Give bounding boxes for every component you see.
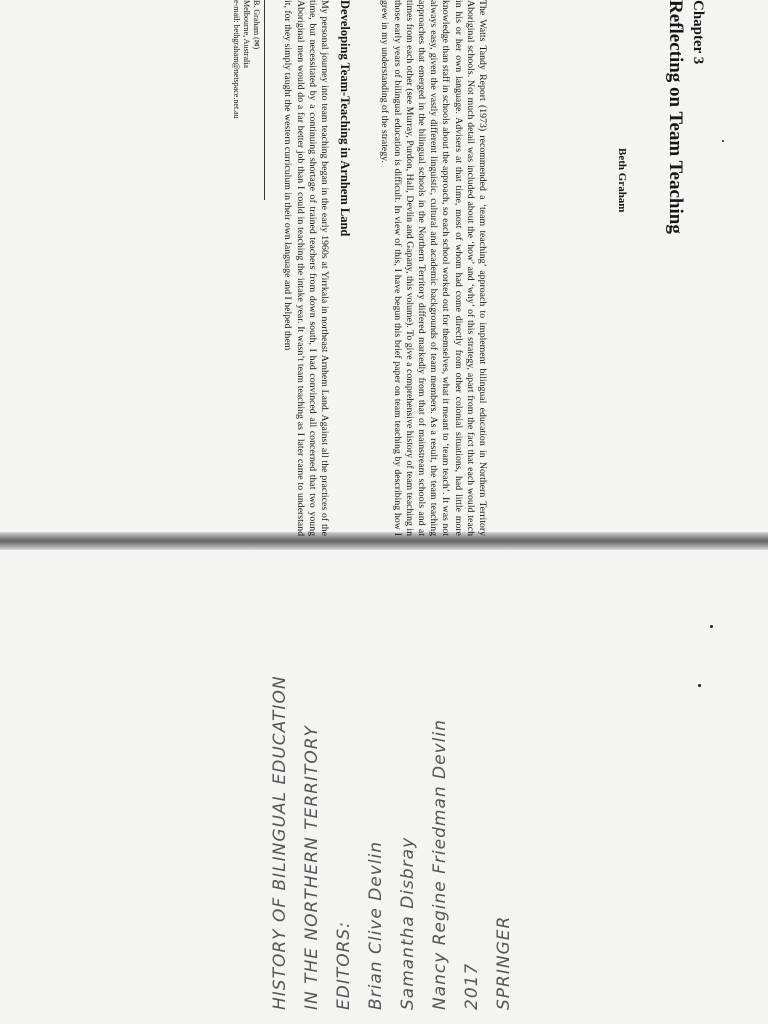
section-paragraph: My personal journey into team teaching began in the early 1960s at Yirrkala in northeast Arnhem Land. Against all the practices of the time, but necessitated by a continuing shortage of trained teachers from down south, I had convinced all concerned that two young Aboriginal men would do a far better job than I could in teaching the intake year. It wasn’t team teaching as I later came to understand it, for they simply taught the western curriculum in their own language and I helped them <box>282 0 330 536</box>
footnote <box>231 0 261 300</box>
hand-line-editor-3: Nancy Regine Friedman Devlin <box>430 719 450 1010</box>
scan-speck <box>710 625 713 628</box>
chapter-title: Reflecting on Team Teaching <box>665 0 686 234</box>
handwritten-notes <box>270 550 530 1010</box>
printed-page-rotated <box>28 0 768 536</box>
section-heading: Developing Team-Teaching in Arnhem Land <box>338 0 352 237</box>
footnote-author: B. Graham (✉) <box>252 0 261 50</box>
footnote-email: e-mail: bethgraham@netspace.net.au <box>232 0 241 119</box>
scan-speck <box>698 684 701 687</box>
footnote-location: Melbourne, Australia <box>242 0 251 68</box>
hand-line-editor-1: Brian Clive Devlin <box>366 840 386 1010</box>
hand-line-title-1: HISTORY OF BILINGUAL EDUCATION <box>270 675 290 1010</box>
hand-line-editor-2: Samantha Disbray <box>398 836 418 1010</box>
chapter-label: Chapter 3 <box>690 0 706 65</box>
hand-line-publisher: SPRINGER <box>494 915 514 1010</box>
hand-line-editors: EDITORS: <box>334 921 354 1010</box>
hand-line-year: 2017 <box>462 962 482 1010</box>
chapter-author: Beth Graham <box>616 148 628 213</box>
intro-paragraph: The Watts Tandy Report (1973) recommended a ‘team teaching’ approach to implement bilingual education in Northern Territory Aboriginal schools. Not much detail was included about the ‘how’ and ‘why’ of this strategy, apart from the fact that each would teach in his or her own language. Advisers at that time, most of whom had come directly from other colonial situations, had little more knowledge than staff in schools about the approach, so each school worked out for themselves, what it meant to ‘team teach’. It was not always easy, given the vastly different linguistic, cultural and academic backgrounds of team members. As a result, the team teaching approaches that emerged in the bilingual schools in the Northern Territory differed markedly from that of mainstream schools and at times from each other (see Murray, Purdon, Hall, Devlin and Gapany, this volume). To give a comprehensive history of team teaching in those early years of bilingual education is difficult. In view of this, I have begun this brief paper on team teaching by describing how I grew in my understanding of the strategy. <box>379 0 488 536</box>
footnote-rule <box>264 0 265 200</box>
hand-line-title-2: IN THE NORTHERN TERRITORY <box>302 725 322 1010</box>
